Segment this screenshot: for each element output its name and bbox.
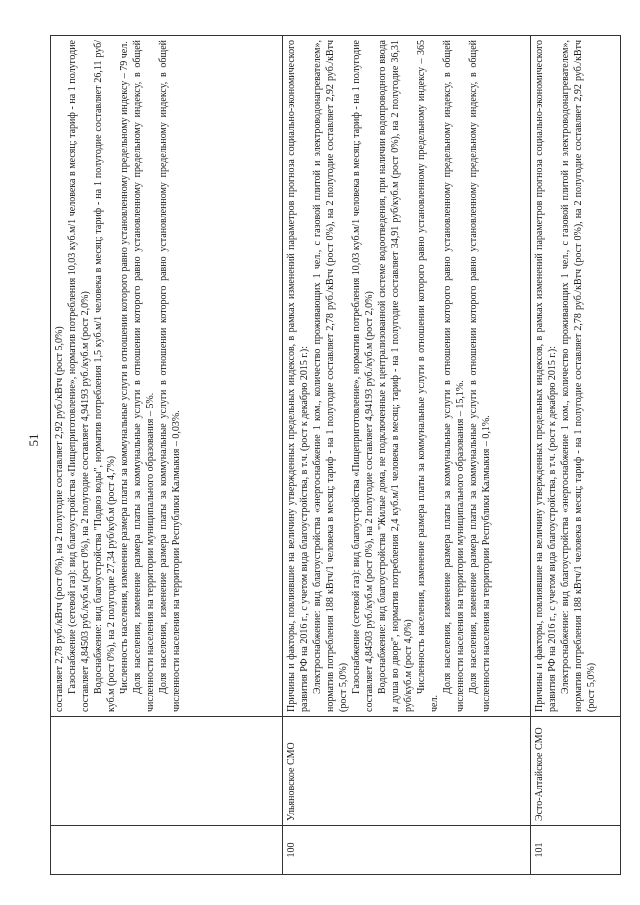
paragraph: Газоснабжение (сетевой газ): вид благоустройства «Пищеприготовление», норматив потребления 10,03 куб.м/1 человека в месяц; тариф - на 1 полугодие составляет 4,84503 руб./куб.м (рост 0%), на 2 полугодие составляет 4,94193 руб./куб.м (рост 2,0%) — [67, 40, 91, 712]
paragraph: Электроснабжение: вид благоустройства «энергоснабжение 1 ком., количество проживающих 1 чел., с газовой плитой и электроводонагревателем», норматив потребления 188 кВтч/1 человека в месяц; тариф - на 1 полугодие составляет 2,78 руб./кВтч (рост 0%), на 2 полугодие составляет 2,92 руб./кВтч (рост 5,0%) — [560, 40, 597, 712]
tariff-table — [50, 35, 621, 875]
paragraph: Газоснабжение (сетевой газ): вид благоустройства «Пищеприготовление», норматив потребления 10,03 куб.м/1 человека в месяц; тариф - на 1 полугодие составляет 4,84503 руб./куб.м (рост 0%), на 2 полугодие составляет 4,94193 руб./куб.м (рост 2,0%) — [351, 40, 375, 712]
paragraph: Численность населения, изменение размера платы за коммунальные услуги в отношении которого равно установленному предельному индексу – 365 чел. — [416, 40, 440, 712]
municipality-name-cell — [51, 717, 283, 826]
paragraph: Причины и факторы, повлиявшие на величину утвержденных предельных индексов, в рамках изменений параметров прогноза социально-экономического развития РФ на 2016 г., с учетом вида благоустройства, в т.ч. (рост к декабрю 2015 г.): — [534, 40, 558, 712]
paragraph: Электроснабжение: вид благоустройства «энергоснабжение 1 ком., количество проживающих 1 чел., с газовой плитой и электроводонагревателем», норматив потребления 188 кВтч/1 человека в месяц; тариф - на 1 полугодие составляет 2,78 руб./кВтч (рост 0%), на 2 полугодие составляет 2,92 руб./кВтч (рост 5,0%) — [312, 40, 349, 712]
paragraph: Доля населения, изменение размера платы за коммунальные услуги в отношении которого равно установленному предельному индексу, в общей численности населения на территории муниципального образования – 15,1%. — [442, 40, 466, 712]
paragraph: Водоснабжение: вид благоустройства "Подвоз воды", норматив потребления 1,5 куб.м/1 человека в месяц; тариф - на 1 полугодие составляет 26,11 руб/куб.м (рост 0%), на 2 полугодие 27,34 руб/куб.м (рост 4,7%) — [93, 40, 117, 712]
description-cell — [51, 36, 283, 717]
rotated-table-container — [50, 35, 620, 875]
description-cell — [531, 36, 621, 717]
paragraph: Доля населения, изменение размера платы за коммунальные услуги в отношении которого равно установленному предельному индексу, в общей численности населения на территории Республики Калмыкия – 0,1%. — [468, 40, 492, 712]
municipality-name-cell: Ульяновское СМО — [283, 717, 531, 826]
row-number-cell: 100 — [283, 826, 531, 875]
description-cell — [283, 36, 531, 717]
row-number-cell: 101 — [531, 826, 621, 875]
paragraph: Причины и факторы, повлиявшие на величину утвержденных предельных индексов, в рамках изменений параметров прогноза социально-экономического развития РФ на 2016 г., с учетом вида благоустройства, в т.ч. (рост к декабрю 2015 г.): — [286, 40, 310, 712]
paragraph: составляет 2,78 руб./кВтч (рост 0%), на 2 полугодие составляет 2,92 руб./кВтч (рост 5,0%) — [54, 326, 65, 712]
page-number: 51 — [26, 433, 41, 447]
paragraph: Численность населения, изменение размера платы за коммунальные услуги в отношении которого равно установленному предельному индексу – 79 чел. — [119, 41, 130, 694]
row-number-cell — [51, 826, 283, 875]
table-row — [51, 36, 283, 875]
municipality-name-cell: Эсто-Алтайское СМО — [531, 717, 621, 826]
paragraph: Водоснабжение: вид благоустройства "Жилые дома, не подключенные к централизованной системе водоотведения, при наличии водопроводного ввода и душа во дворе", норматив потребления 2,4 куб.м/1 человека в месяц; тариф - на 1 полугодие составляет 34,91 руб/куб.м (рост 0%), на 2 полугодие 36,31 руб/куб.м (рост 4,0%) — [377, 40, 414, 712]
paragraph: Доля населения, изменение размера платы за коммунальные услуги в отношении которого равно установленному предельному индексу, в общей численности населения на территории муниципального образования – 5%. — [132, 40, 156, 712]
table-row — [531, 36, 621, 875]
paragraph: Доля населения, изменение размера платы за коммунальные услуги в отношении которого равно установленному предельному индексу, в общей численности населения на территории Республики Калмыкия – 0,03%. — [158, 40, 182, 712]
table-row — [283, 36, 531, 875]
